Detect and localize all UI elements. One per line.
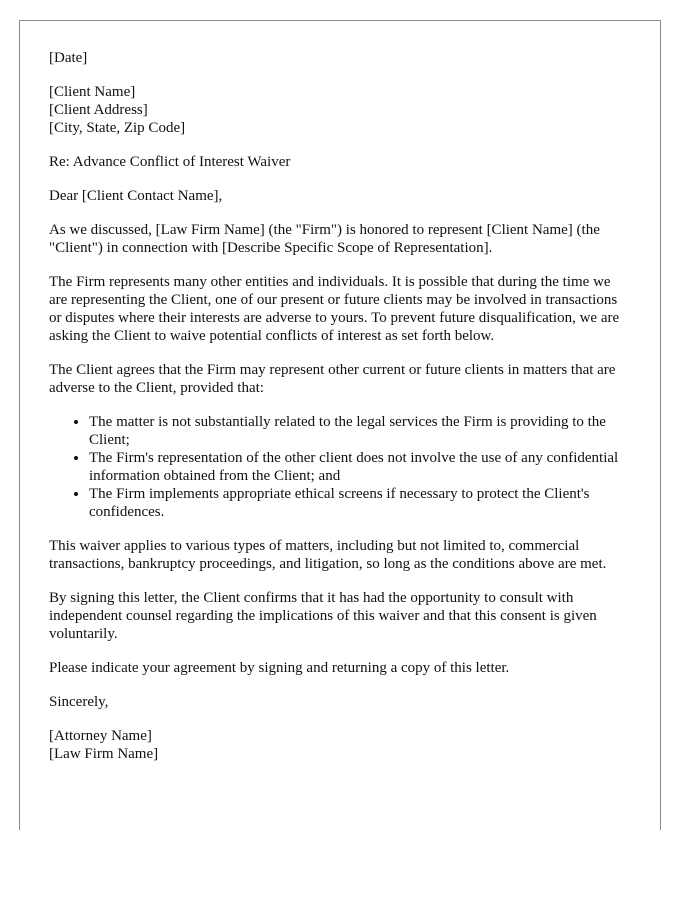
scope-paragraph: This waiver applies to various types of matters, including but not limited to, commercial transactions, bankruptcy proceedings, and litigation, so long as the conditions above are met. — [49, 538, 607, 572]
attorney-name: [Attorney Name] — [49, 728, 152, 744]
request-paragraph: Please indicate your agreement by signing and returning a copy of this letter. — [49, 660, 510, 676]
recipient-address: [Client Address] — [49, 102, 148, 118]
conditions-list — [49, 413, 630, 521]
condition-item: • The matter is not substantially related to the legal services the Firm is providing to the Client; — [89, 413, 630, 449]
context-paragraph: The Firm represents many other entities and individuals. It is possible that during the time we are representing the Client, one of our present or future clients may be involved in transactions or disputes where their interests are adverse to yours. To prevent future disqualification, we are asking the Client to waive potential conflicts of interest as set forth below. — [49, 274, 620, 344]
intro-paragraph: As we discussed, [Law Firm Name] (the "Firm") is honored to represent [Client Name] (the "Client") in connection with [Describe Specific Scope of Representation]. — [49, 222, 600, 256]
letter-date: [Date] — [49, 50, 88, 66]
agreement-paragraph: The Client agrees that the Firm may represent other current or future clients in matters that are adverse to the Client, provided that: — [49, 362, 616, 396]
closing: Sincerely, — [49, 694, 109, 710]
letter-page — [19, 20, 661, 830]
condition-item: • The Firm's representation of the other client does not involve the use of any confidential information obtained from the Client; and — [89, 449, 630, 485]
recipient-block — [49, 83, 630, 137]
salutation: Dear [Client Contact Name], — [49, 188, 223, 204]
signature-block — [49, 727, 630, 763]
subject-line: Re: Advance Conflict of Interest Waiver — [49, 154, 291, 170]
recipient-name: [Client Name] — [49, 84, 136, 100]
recipient-city: [City, State, Zip Code] — [49, 120, 186, 136]
firm-name: [Law Firm Name] — [49, 746, 159, 762]
consent-paragraph: By signing this letter, the Client confirms that it has had the opportunity to consult with independent counsel regarding the implications of this waiver and that this consent is given voluntarily. — [49, 590, 597, 642]
condition-item: • The Firm implements appropriate ethical screens if necessary to protect the Client's confidences. — [89, 485, 630, 521]
